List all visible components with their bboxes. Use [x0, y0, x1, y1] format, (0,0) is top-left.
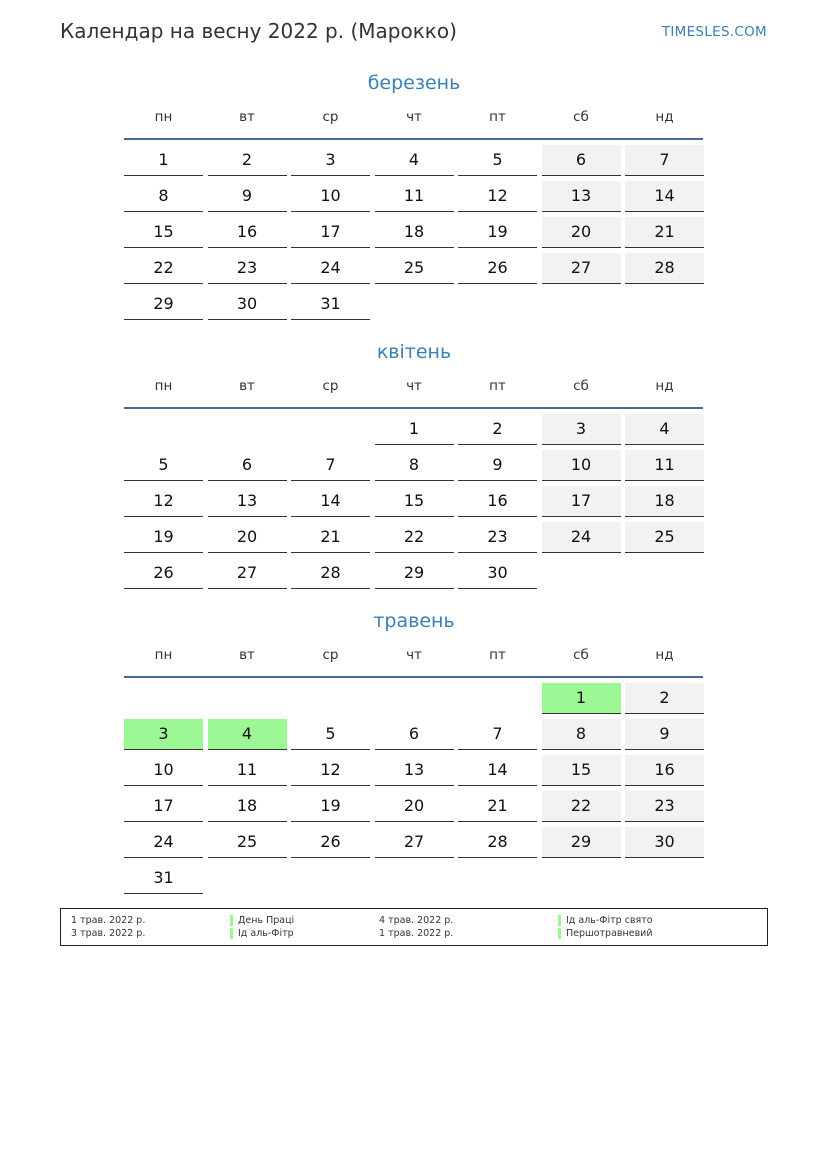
day-cell: 28 [458, 827, 537, 858]
day-cell: 8 [542, 719, 621, 750]
day-cell: 20 [542, 217, 621, 248]
day-grid [124, 414, 704, 589]
day-cell: 15 [375, 486, 454, 517]
weekday-label: пн [154, 647, 173, 663]
day-cell: 14 [291, 486, 370, 517]
day-cell: 23 [208, 253, 287, 284]
day-cell: 15 [124, 217, 203, 248]
empty-cell [208, 414, 287, 444]
day-cell: 7 [625, 145, 704, 176]
day-cell: 3 [291, 145, 370, 176]
legend-holiday [230, 927, 294, 940]
day-cell: 11 [208, 755, 287, 786]
legend-holiday [558, 927, 653, 940]
weekday-label: нд [655, 378, 674, 394]
day-cell: 10 [542, 450, 621, 481]
day-cell: 18 [625, 486, 704, 517]
day-cell: 29 [124, 289, 203, 320]
day-cell: 12 [124, 486, 203, 517]
day-cell: 1 [375, 414, 454, 445]
day-cell: 22 [124, 253, 203, 284]
day-cell: 30 [458, 558, 537, 589]
weekday-label: вт [239, 378, 255, 394]
weekday-label: пт [489, 647, 506, 663]
day-cell: 28 [625, 253, 704, 284]
day-cell: 11 [375, 181, 454, 212]
header-divider [124, 676, 703, 678]
day-cell: 19 [124, 522, 203, 553]
weekday-label: чт [406, 378, 422, 394]
day-cell: 13 [375, 755, 454, 786]
day-grid [124, 145, 704, 320]
day-cell: 25 [375, 253, 454, 284]
day-cell: 19 [291, 791, 370, 822]
day-cell: 6 [542, 145, 621, 176]
day-cell: 23 [458, 522, 537, 553]
day-cell: 26 [124, 558, 203, 589]
weekday-header [124, 640, 704, 676]
empty-cell [458, 683, 537, 713]
month-calendar [124, 68, 704, 320]
day-cell: 8 [375, 450, 454, 481]
day-cell: 9 [625, 719, 704, 750]
weekday-header [124, 371, 704, 407]
day-cell: 16 [458, 486, 537, 517]
day-cell: 4 [375, 145, 454, 176]
empty-cell [124, 414, 203, 444]
holiday-day-cell: 1 [542, 683, 621, 714]
day-cell: 20 [208, 522, 287, 553]
day-cell: 31 [124, 863, 203, 894]
weekday-label: нд [655, 647, 674, 663]
day-cell: 21 [458, 791, 537, 822]
empty-cell [375, 683, 454, 713]
day-cell: 17 [542, 486, 621, 517]
day-cell: 12 [291, 755, 370, 786]
day-cell: 2 [458, 414, 537, 445]
day-cell: 2 [625, 683, 704, 714]
page-title: Календар на весну 2022 р. (Марокко) [60, 19, 457, 43]
day-cell: 7 [291, 450, 370, 481]
day-cell: 19 [458, 217, 537, 248]
legend-row [61, 927, 767, 940]
day-cell: 17 [124, 791, 203, 822]
day-cell: 18 [375, 217, 454, 248]
day-cell: 23 [625, 791, 704, 822]
legend-date: 1 трав. 2022 р. [71, 915, 146, 926]
legend-holiday [558, 914, 653, 927]
legend-holiday [230, 914, 294, 927]
day-cell: 27 [375, 827, 454, 858]
empty-cell [291, 414, 370, 444]
empty-cell [124, 683, 203, 713]
legend-holiday-name: Ід аль-Фітр свято [566, 915, 653, 926]
day-cell: 29 [375, 558, 454, 589]
weekday-label: сб [573, 378, 589, 394]
weekday-label: ср [322, 109, 339, 125]
day-grid [124, 683, 704, 894]
day-cell: 24 [542, 522, 621, 553]
holiday-legend [60, 908, 768, 946]
weekday-label: сб [573, 109, 589, 125]
header-divider [124, 407, 703, 409]
day-cell: 5 [458, 145, 537, 176]
day-cell: 18 [208, 791, 287, 822]
weekday-label: вт [239, 647, 255, 663]
day-cell: 25 [625, 522, 704, 553]
month-name: квітень [376, 341, 452, 363]
day-cell: 27 [542, 253, 621, 284]
day-cell: 22 [542, 791, 621, 822]
day-cell: 26 [458, 253, 537, 284]
day-cell: 11 [625, 450, 704, 481]
day-cell: 2 [208, 145, 287, 176]
day-cell: 30 [625, 827, 704, 858]
day-cell: 31 [291, 289, 370, 320]
day-cell: 25 [208, 827, 287, 858]
legend-date: 3 трав. 2022 р. [71, 928, 146, 939]
day-cell: 26 [291, 827, 370, 858]
holiday-day-cell: 3 [124, 719, 203, 750]
day-cell: 30 [208, 289, 287, 320]
day-cell: 29 [542, 827, 621, 858]
month-name: травень [373, 610, 455, 632]
day-cell: 12 [458, 181, 537, 212]
day-cell: 14 [625, 181, 704, 212]
weekday-label: чт [406, 109, 422, 125]
month-calendar [124, 606, 704, 894]
day-cell: 4 [625, 414, 704, 445]
holiday-color-swatch [230, 928, 233, 939]
header-divider [124, 138, 703, 140]
day-cell: 28 [291, 558, 370, 589]
legend-date: 1 трав. 2022 р. [379, 928, 454, 939]
holiday-color-swatch [558, 915, 561, 926]
empty-cell [291, 683, 370, 713]
day-cell: 1 [124, 145, 203, 176]
day-cell: 3 [542, 414, 621, 445]
day-cell: 24 [291, 253, 370, 284]
day-cell: 17 [291, 217, 370, 248]
day-cell: 6 [375, 719, 454, 750]
holiday-color-swatch [230, 915, 233, 926]
legend-date: 4 трав. 2022 р. [379, 915, 454, 926]
holiday-color-swatch [558, 928, 561, 939]
day-cell: 6 [208, 450, 287, 481]
weekday-label: пт [489, 378, 506, 394]
day-cell: 14 [458, 755, 537, 786]
day-cell: 24 [124, 827, 203, 858]
day-cell: 10 [124, 755, 203, 786]
weekday-label: чт [406, 647, 422, 663]
weekday-label: пт [489, 109, 506, 125]
day-cell: 13 [542, 181, 621, 212]
day-cell: 10 [291, 181, 370, 212]
day-cell: 5 [124, 450, 203, 481]
weekday-label: нд [655, 109, 674, 125]
day-cell: 16 [625, 755, 704, 786]
weekday-label: ср [322, 647, 339, 663]
day-cell: 9 [458, 450, 537, 481]
day-cell: 9 [208, 181, 287, 212]
day-cell: 16 [208, 217, 287, 248]
empty-cell [208, 683, 287, 713]
day-cell: 21 [291, 522, 370, 553]
day-cell: 7 [458, 719, 537, 750]
brand-link[interactable]: TIMESLES.COM [661, 24, 767, 40]
day-cell: 22 [375, 522, 454, 553]
weekday-label: вт [239, 109, 255, 125]
weekday-label: ср [322, 378, 339, 394]
day-cell: 15 [542, 755, 621, 786]
weekday-label: пн [154, 109, 173, 125]
day-cell: 13 [208, 486, 287, 517]
month-calendar [124, 337, 704, 589]
legend-holiday-name: Ід аль-Фітр [238, 928, 294, 939]
day-cell: 8 [124, 181, 203, 212]
legend-holiday-name: День Праці [238, 915, 295, 926]
day-cell: 5 [291, 719, 370, 750]
weekday-header [124, 102, 704, 138]
month-name: березень [367, 72, 461, 94]
day-cell: 27 [208, 558, 287, 589]
legend-row [61, 914, 767, 927]
weekday-label: пн [154, 378, 173, 394]
legend-holiday-name: Першотравневий [566, 928, 653, 939]
day-cell: 21 [625, 217, 704, 248]
weekday-label: сб [573, 647, 589, 663]
day-cell: 20 [375, 791, 454, 822]
holiday-day-cell: 4 [208, 719, 287, 750]
